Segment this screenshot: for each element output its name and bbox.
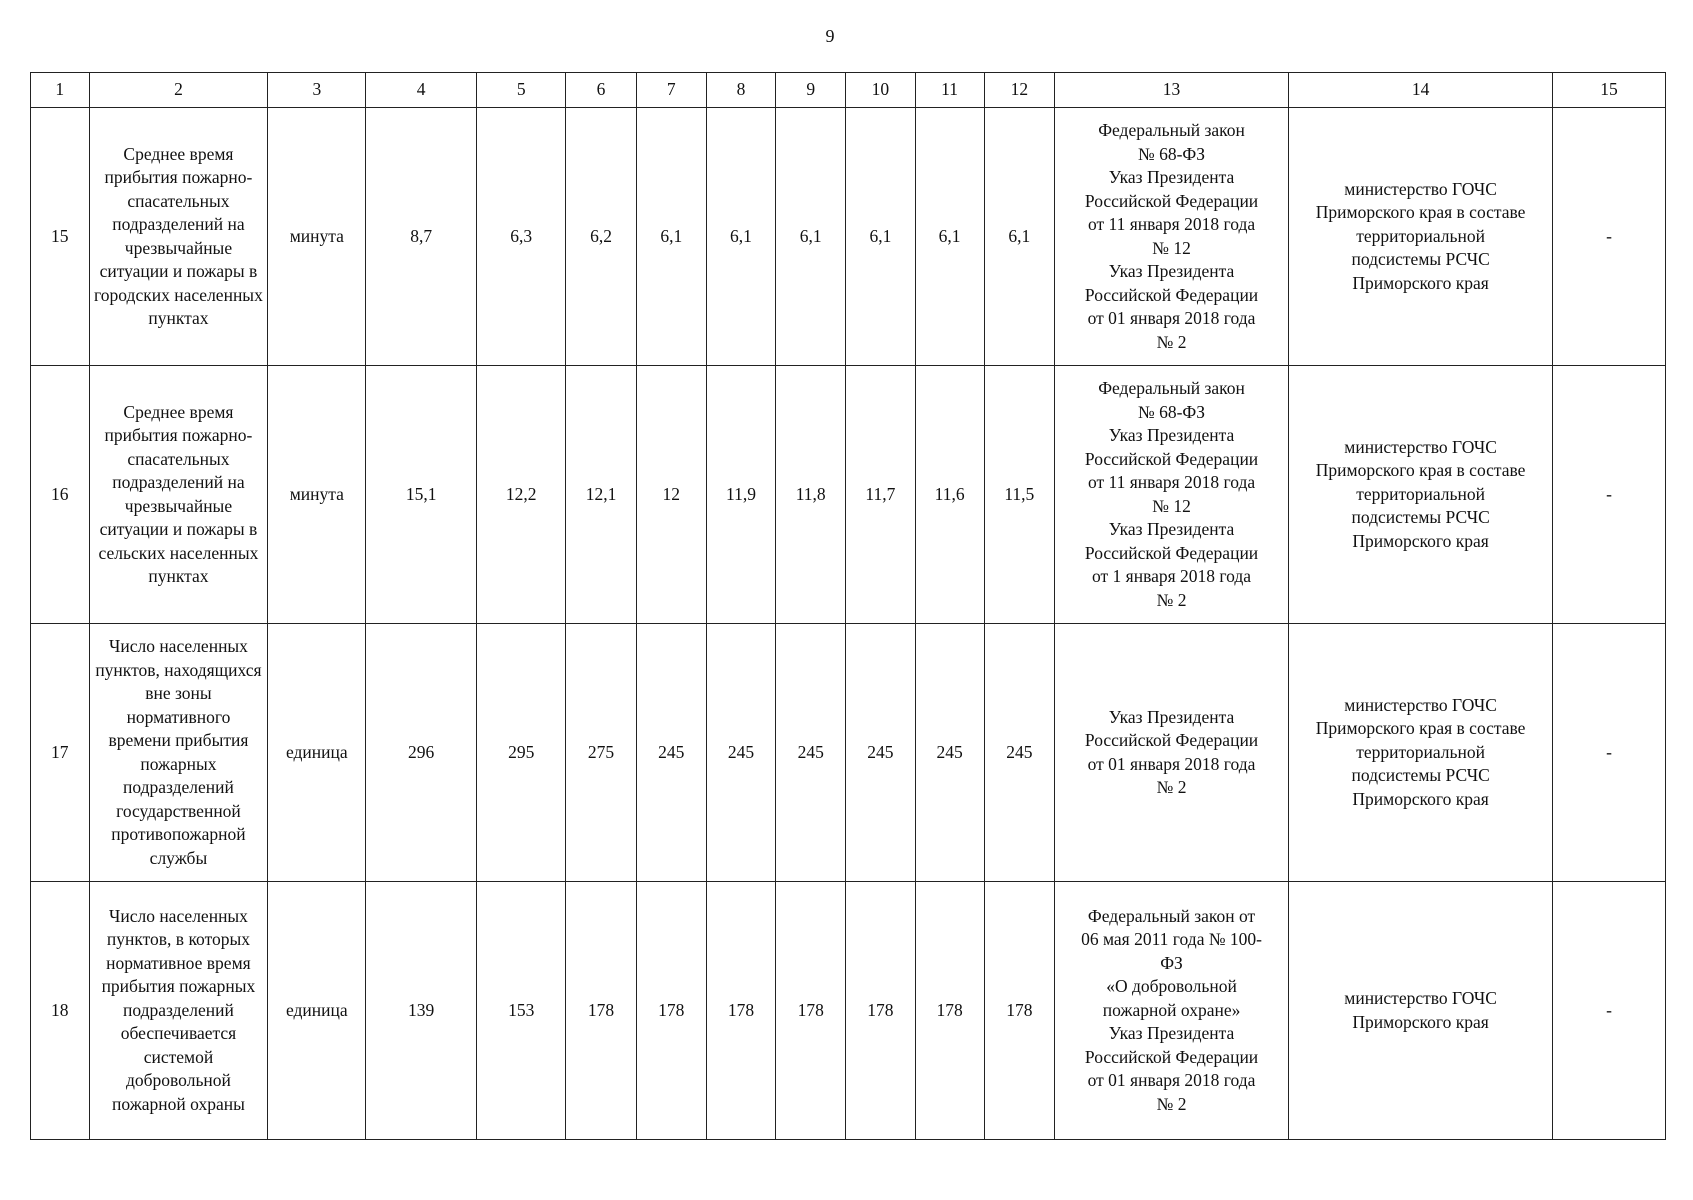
column-header-10: 10 [846,73,915,108]
value-cell: 11,9 [706,366,775,624]
responsible-cell: министерство ГОЧС Приморского края в составе территориальной подсистемы РСЧС Приморского края [1289,624,1553,882]
value-cell: 6,1 [636,108,706,366]
table-row [31,108,1666,366]
value-cell: 11,5 [984,366,1054,624]
column-header-5: 5 [476,73,565,108]
value-cell: 178 [706,882,775,1140]
value-cell: 11,8 [776,366,846,624]
value-cell: 12,2 [476,366,565,624]
value-cell: 6,2 [566,108,636,366]
value-cell: 178 [566,882,636,1140]
value-cell: 6,1 [706,108,775,366]
value-cell: 6,1 [984,108,1054,366]
note-cell: - [1553,624,1666,882]
column-header-11: 11 [915,73,984,108]
note-cell: - [1553,882,1666,1140]
column-header-2: 2 [89,73,268,108]
value-cell: 12,1 [566,366,636,624]
table-row [31,366,1666,624]
unit-cell: единица [268,624,366,882]
row-number: 16 [31,366,90,624]
page-number: 9 [825,26,835,46]
value-cell: 8,7 [366,108,477,366]
row-number: 15 [31,108,90,366]
value-cell: 295 [476,624,565,882]
value-cell: 15,1 [366,366,477,624]
value-cell: 6,1 [846,108,915,366]
indicators-table [30,72,1666,1140]
value-cell: 245 [776,624,846,882]
column-header-7: 7 [636,73,706,108]
indicator-name: Среднее время прибытия пожарно-спасательных подразделений на чрезвычайные ситуации и пожары в городских населенных пунктах [89,108,268,366]
column-header-1: 1 [31,73,90,108]
value-cell: 11,7 [846,366,915,624]
row-number: 18 [31,882,90,1140]
value-cell: 275 [566,624,636,882]
value-cell: 12 [636,366,706,624]
responsible-cell: министерство ГОЧС Приморского края в составе территориальной подсистемы РСЧС Приморского края [1289,108,1553,366]
column-header-14: 14 [1289,73,1553,108]
column-header-15: 15 [1553,73,1666,108]
value-cell: 6,1 [776,108,846,366]
indicator-name: Число населенных пунктов, в которых нормативное время прибытия пожарных подразделений обеспечивается системой добровольной пожарной охраны [89,882,268,1140]
note-cell: - [1553,366,1666,624]
legal-basis-cell: Федеральный закон № 68-ФЗ Указ Президента Российской Федерации от 11 января 2018 года № 12 Указ Президента Российской Федерации от 01 января 2018 года № 2 [1054,108,1288,366]
value-cell: 245 [846,624,915,882]
column-header-3: 3 [268,73,366,108]
value-cell: 296 [366,624,477,882]
column-number-row [31,73,1666,108]
value-cell: 245 [915,624,984,882]
row-number: 17 [31,624,90,882]
value-cell: 245 [706,624,775,882]
responsible-cell: министерство ГОЧС Приморского края в составе территориальной подсистемы РСЧС Приморского края [1289,366,1553,624]
legal-basis-cell: Указ Президента Российской Федерации от 01 января 2018 года № 2 [1054,624,1288,882]
legal-basis-cell: Федеральный закон от 06 мая 2011 года № 100- ФЗ «О добровольной пожарной охране» Указ Президента Российской Федерации от 01 января 2018 года № 2 [1054,882,1288,1140]
unit-cell: минута [268,366,366,624]
responsible-cell: министерство ГОЧС Приморского края [1289,882,1553,1140]
indicator-name: Среднее время прибытия пожарно-спасательных подразделений на чрезвычайные ситуации и пожары в сельских населенных пунктах [89,366,268,624]
value-cell: 245 [984,624,1054,882]
value-cell: 178 [846,882,915,1140]
legal-basis-cell: Федеральный закон № 68-ФЗ Указ Президента Российской Федерации от 11 января 2018 года № 12 Указ Президента Российской Федерации от 1 января 2018 года № 2 [1054,366,1288,624]
column-header-13: 13 [1054,73,1288,108]
column-header-12: 12 [984,73,1054,108]
column-header-6: 6 [566,73,636,108]
value-cell: 6,3 [476,108,565,366]
value-cell: 178 [915,882,984,1140]
value-cell: 178 [636,882,706,1140]
table-row [31,624,1666,882]
value-cell: 11,6 [915,366,984,624]
note-cell: - [1553,108,1666,366]
table-row [31,882,1666,1140]
indicator-name: Число населенных пунктов, находящихся вне зоны нормативного времени прибытия пожарных подразделений государственной противопожарной службы [89,624,268,882]
unit-cell: минута [268,108,366,366]
value-cell: 178 [776,882,846,1140]
column-header-9: 9 [776,73,846,108]
value-cell: 245 [636,624,706,882]
unit-cell: единица [268,882,366,1140]
value-cell: 6,1 [915,108,984,366]
value-cell: 153 [476,882,565,1140]
column-header-8: 8 [706,73,775,108]
column-header-4: 4 [366,73,477,108]
value-cell: 139 [366,882,477,1140]
value-cell: 178 [984,882,1054,1140]
